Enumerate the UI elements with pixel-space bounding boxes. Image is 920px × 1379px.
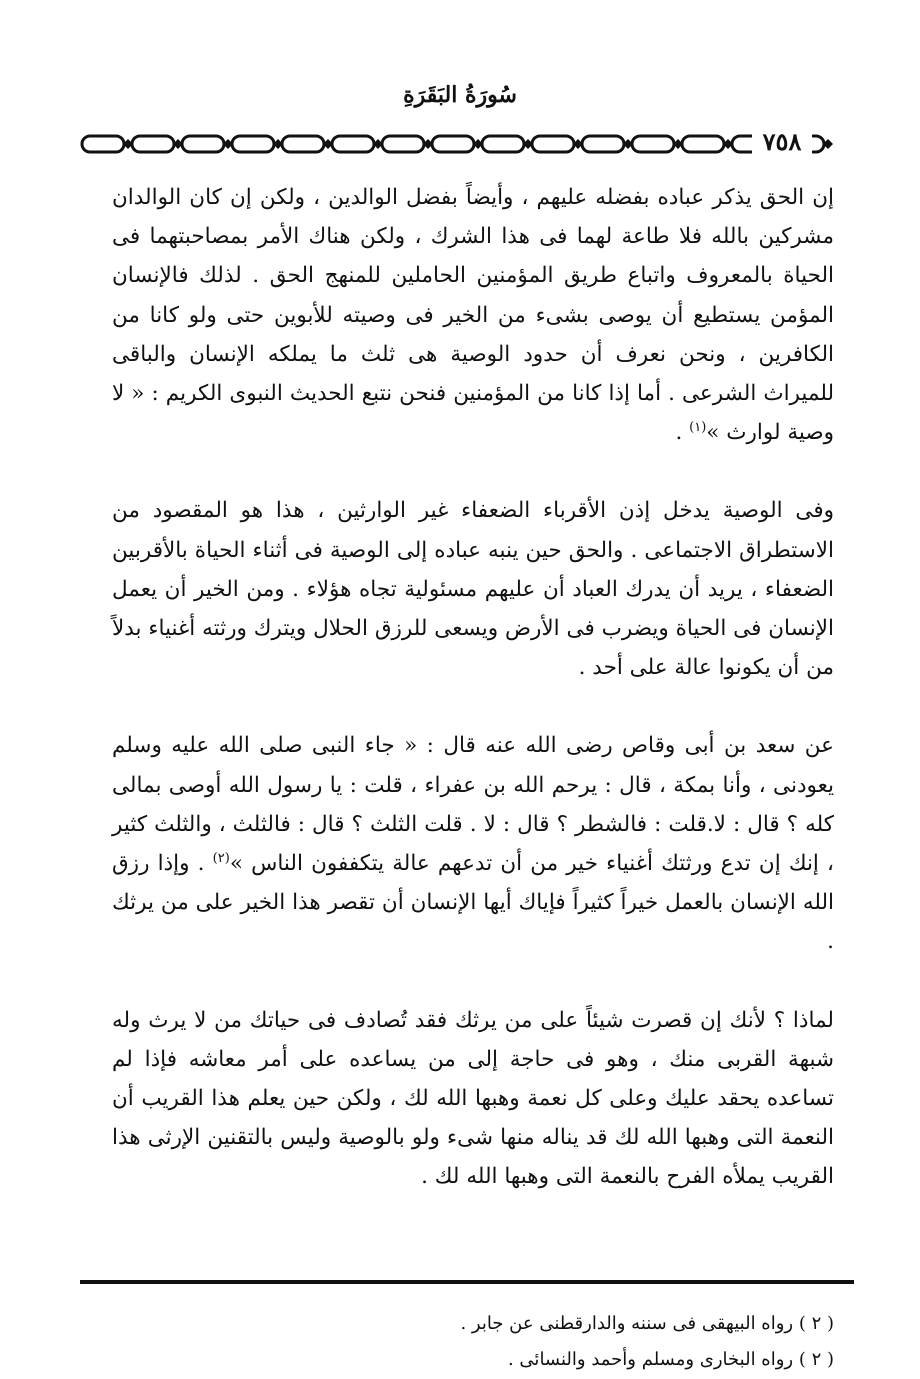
footnote-reference: (٢) (212, 850, 230, 866)
paragraph-3 (112, 726, 834, 961)
paragraph-text: وفى الوصية يدخل إذن الأقرباء الضعفاء غير الوارثين ، هذا هو المقصود من الاستطراق الاجتماعى . والحق حين ينبه عباده إلى الوصية فى أثناء الحياة بالأقربين الضعفاء ، يريد أن يدرك العباد أن عليهم مسئولية تجاه هؤلاء . ومن الخير أن يعمل الإنسان فى الحياة ويضرب فى الأرض ويسعى للرزق الحلال ويترك ورثته أغنياء بدلاً من أن يكونوا عالة على أحد . (112, 498, 834, 681)
paragraph-tail: . وإذا رزق الله الإنسان بالعمل خيراً كثيراً فإياك أيها الإنسان أن تقصر هذا الخير على من يرثك . (112, 851, 834, 955)
paragraph-text: إن الحق يذكر عباده بفضله عليهم ، وأيضاً بفضل الوالدين ، ولكن إن كان الوالدان مشركين بالله فلا طاعة لهما فى هذا الشرك ، ولكن هناك الأمر بمصاحبتهما فى الحياة بالمعروف واتباع طريق المؤمنين الحاملين للمنهج الحق . لذلك فالإنسان المؤمن يستطيع أن يوصى بشىء من الخير فى وصيته للأبوين حتى ولو كانا من الكافرين ، ونحن نعرف أن حدود الوصية هى ثلث ما يملكه الإنسان والباقى للميراث الشرعى . أما إذا كانا من المؤمنين فنحن نتبع الحديث النبوى الكريم : « لا وصية لوارث » (112, 185, 834, 446)
footnote-1: ( ٢ ) رواه البيهقى فى ‎سننه والدارقطنى عن جابر . (460, 1313, 834, 1334)
main-text (112, 178, 834, 1236)
paragraph-1 (112, 178, 834, 452)
paragraph-text: لماذا ؟ لأنك إن قصرت شيئاً على من يرثك فقد تُصادف فى حياتك من لا يرث وله شبهة القربى منك ، وهو فى حاجة إلى من يساعده على أمر معاشه فإذا لم تساعده يحقد عليك وعلى كل نعمة وهبها الله لك ، ولكن حين يعلم هذا القريب أن النعمة التى وهبها الله لك قد يناله منها شىء ولو بالوصية وليس بالتقنين الإرثى هذا القريب يملأه الفرح بالنعمة التى وهبها الله لك . (112, 1007, 834, 1190)
paragraph-text: عن سعد بن أبى وقاص رضى الله عنه قال : « جاء النبى صلى الله عليه وسلم يعودنى ، وأنا بمكة ، قال : يرحم الله بن عفراء ، قلت : يا رسول الله أوصى بمالى كله ؟ قال : لا.قلت : فالشطر ؟ قال : لا . قلت الثلث ؟ قال : فالثلث ، والثلث كثير ، إنك إن تدع ورثتك أغنياء خير من أن تدعهم عالة يتكففون الناس » (112, 733, 834, 877)
footnote-divider (80, 1280, 854, 1284)
header-ornament-border (78, 126, 854, 162)
paragraph-2 (112, 491, 834, 687)
page-number: ٧٥٨ (752, 127, 812, 156)
surah-title: سُورَةُ البَقَرَةِ (403, 82, 517, 108)
paragraph-4 (112, 1001, 834, 1197)
footnote-2: ( ٢ ) رواه البخارى ومسلم وأحمد والنسائى . (507, 1349, 834, 1370)
footnote-reference: (١) (689, 420, 707, 436)
paragraph-tail: . (675, 420, 690, 446)
footnotes (112, 1306, 834, 1378)
